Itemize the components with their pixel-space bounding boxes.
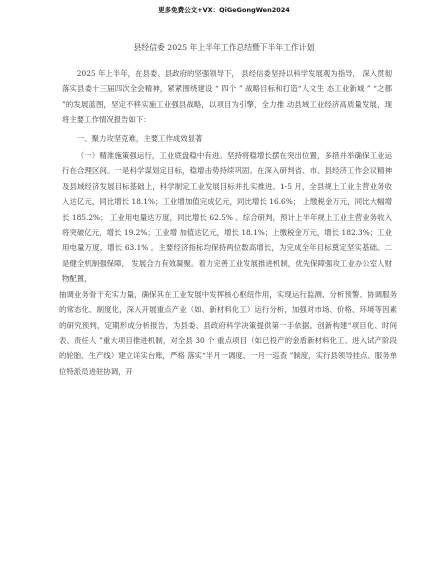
document-title: 县经信委 2025 年上半年工作总结暨下半年工作计划 xyxy=(133,43,315,52)
document-body xyxy=(59,66,397,379)
section-heading: 一、聚力攻坚克难，主要工作成效显著 xyxy=(76,133,203,143)
body-paragraph-2: 抽调业务骨干充实力量，确保其在工业发展中发挥核心枢纽作用，实现运行监测、分析预警、协调服务的常态化、制度化，深入开展重点产业（如、新材料化工）运行分析，加强对市场、价格、环境等因素的研究预判，定期形成分析报告，为县委、县政府科学决策提供第一手依据。创新构建“项目化、时间表、责任人 ”重大项目推进机制，对全县 30 个 重点项目（如已投产的金盾新材料化工、进入试产阶段的轮胎、生产线）建立详实台账，严格 落实“半月一调度、一月一巡查 ”制度，实行县领导挂点、服务单位特派员进驻协调，开 xyxy=(59,289,397,376)
watermark-header: 更多免费公文+VX：QiGeGongWen2024 xyxy=(158,6,290,14)
intro-paragraph: 2025 年上半年，在县委、县政府的坚强领导下， 县经信委坚持以科学发展观为指导， 深入贯彻落实县委十三届四次全会精神，紧紧围绕建设 “ 四个 ” 战略目标和打造“人文生 态工业新城 ” “之都 ”的发展蓝图，坚定不移实施工业强县战略，以项目为引擎，全力推 动县域工业经济高质量发展，现将主要工作情况报告如下： xyxy=(62,69,392,125)
body-paragraph-1: （一）精准施策强运行，工业底盘稳中有进。坚持将稳增长摆在突出位置，多措并举确保工业运行在合理区间。一是科学谋划定目标，稳增击势持续巩固。在深入研判省、市、县经济工作会议精神及县域经济发展目标基础上，科学制定工业发展目标并扎实推进。1-5 月，全县规上工业主营业务收入达亿元，同比增长 18.1%；工业增加值完成亿元，同比增长 16.6%； 上缴税金万元，同比大幅增长 185.2%； 工业用电量达万度，同比增长 62.5% 。综合研判，预计上半年规上工业主营业务收入将突破亿元，增长 19.2%；工业增 加值达亿元，增长 18.1%；上缴税金万元，增长 182.3%；工业用电量万度，增长 63.1% 。主要经济指标均保持两位数高增长，为完成全年目标奠定坚实基础。二是健全机制强保障， 发展合力有效凝聚。着力完善工业发展推进机制，优先保障强攻工业办公室人财物配置， xyxy=(62,151,392,284)
